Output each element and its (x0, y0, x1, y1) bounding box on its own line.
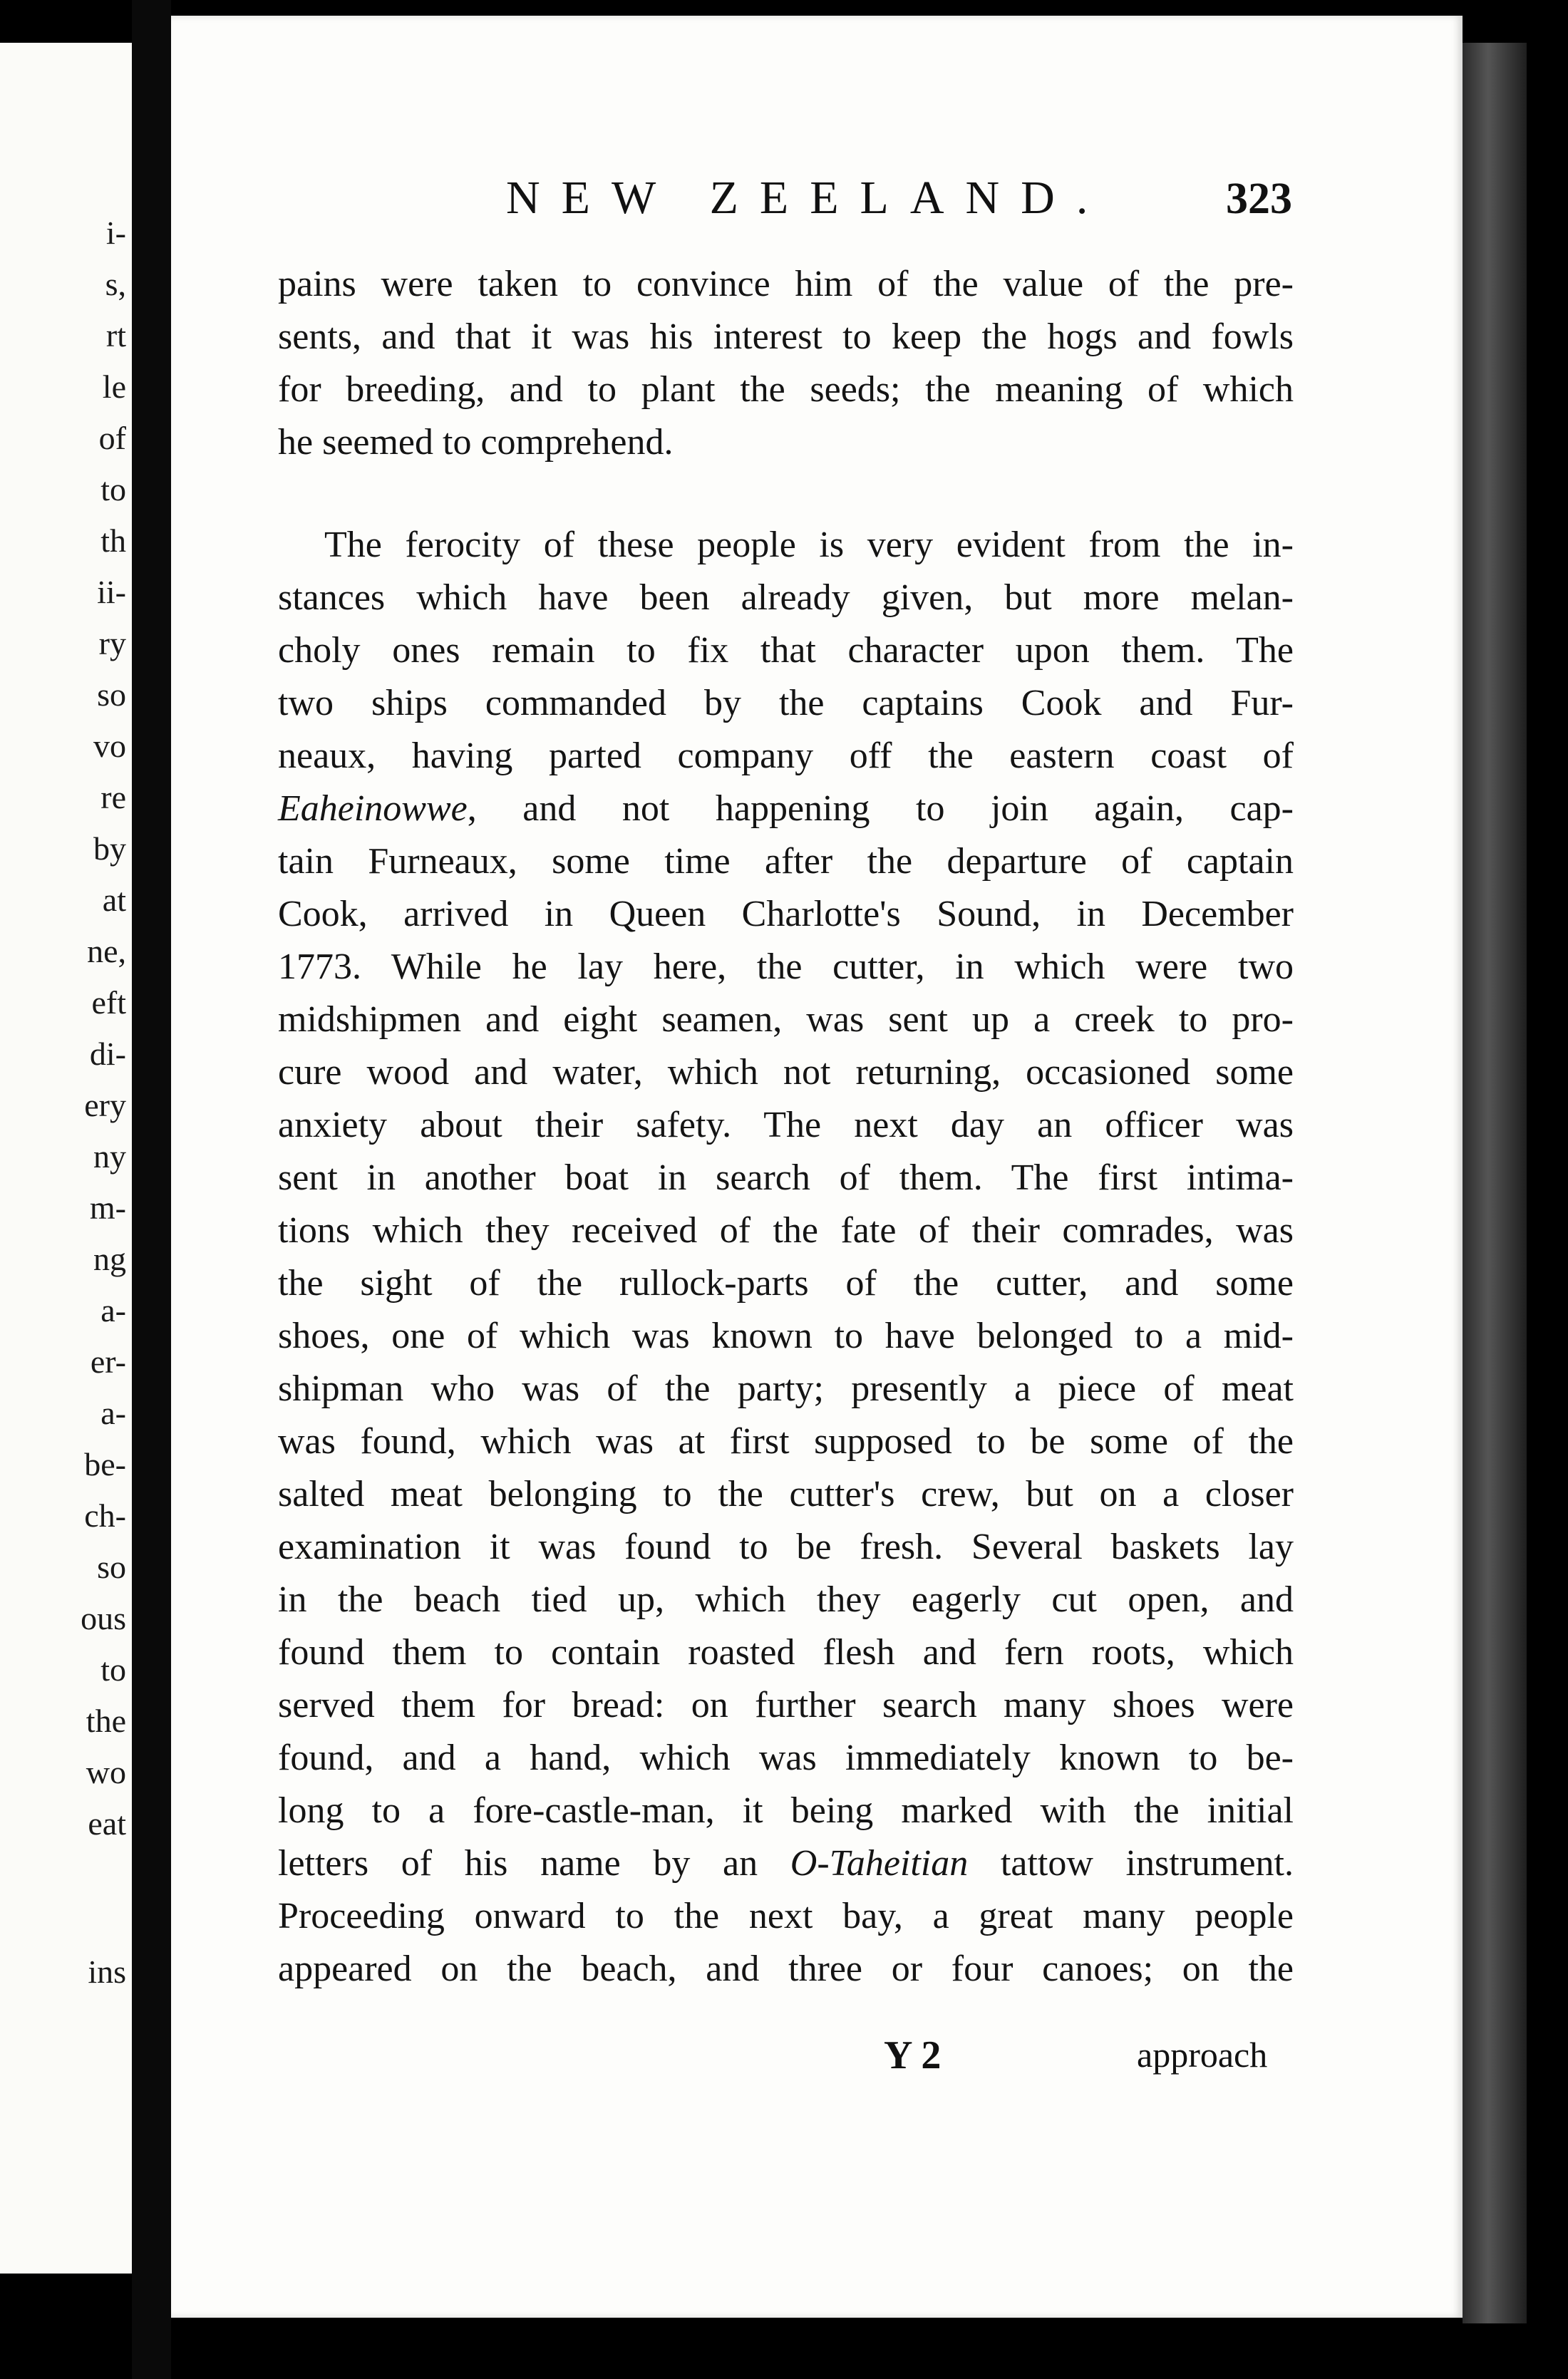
facing-page-fragment: of (98, 420, 126, 456)
book-gutter (132, 0, 171, 2379)
facing-page-edge (0, 43, 132, 2274)
page-number: 323 (1226, 175, 1292, 223)
facing-page-fragment: so (97, 1549, 126, 1585)
facing-page-fragment: to (100, 1651, 126, 1688)
book-page (171, 16, 1463, 2318)
text-line: he seemed to comprehend. (278, 422, 674, 463)
facing-page-fragment: ous (81, 1600, 126, 1636)
text-line: the sight of the rullock-parts of the cutter, and some (278, 1263, 1294, 1304)
facing-page-fragment: ii- (97, 574, 126, 610)
facing-page-fragment: wo (86, 1754, 126, 1790)
facing-page-fragment: by (93, 830, 126, 867)
facing-page-fragment: s, (105, 266, 126, 302)
text-line: two ships commanded by the captains Cook and Fur- (278, 683, 1294, 723)
facing-page-fragment: ry (98, 625, 126, 661)
running-head (171, 171, 1463, 235)
text-line: long to a fore-castle-man, it being marked with the initial (278, 1790, 1294, 1831)
facing-page-fragment: the (86, 1703, 126, 1739)
text-line: pains were taken to convince him of the value of the pre- (278, 264, 1294, 304)
text-line: in the beach tied up, which they eagerly cut open, and (278, 1579, 1294, 1620)
facing-page-fragment: vo (93, 728, 126, 764)
text-line: tain Furneaux, some time after the departure of captain (278, 841, 1294, 882)
facing-page-fragment: ny (93, 1138, 126, 1175)
paragraph-2 (278, 519, 1294, 1996)
facing-page-fragment: m- (89, 1190, 126, 1226)
facing-page-fragment: re (100, 779, 126, 815)
facing-page-fragment: eft (91, 984, 126, 1021)
page-edge-shadow (1463, 43, 1527, 2323)
facing-page-fragment: er- (90, 1343, 126, 1380)
text-line: 1773. While he lay here, the cutter, in which were two (278, 946, 1294, 987)
facing-page-fragment: ne, (87, 933, 126, 969)
facing-page-fragment: so (97, 676, 126, 713)
facing-page-fragment: eat (88, 1805, 126, 1842)
text-line: found them to contain roasted flesh and fern roots, which (278, 1632, 1294, 1673)
facing-page-fragment: i- (105, 215, 126, 251)
text-line: served them for bread: on further search many shoes were (278, 1685, 1294, 1725)
facing-page-fragment: di- (89, 1036, 126, 1072)
text-line: cure wood and water, which not returning, occasioned some (278, 1052, 1294, 1093)
facing-page-fragment: ng (93, 1241, 126, 1277)
text-line: found, and a hand, which was immediately known to be- (278, 1738, 1294, 1778)
text-line: Cook, arrived in Queen Charlotte's Sound, in December (278, 894, 1294, 934)
facing-page-fragment: be- (84, 1446, 126, 1482)
text-line: was found, which was at first supposed to be some of the (278, 1421, 1294, 1462)
facing-page-fragment: at (102, 882, 126, 918)
facing-page-fragment: to (100, 471, 126, 507)
facing-page-fragment: le (102, 368, 126, 405)
text-line: appeared on the beach, and three or four canoes; on the (278, 1949, 1294, 1989)
body-text (278, 258, 1294, 1996)
text-line: Eaheinowwe, and not happening to join again, cap- (278, 788, 1294, 829)
facing-page-fragment: ery (84, 1087, 126, 1123)
text-line: examination it was found to be fresh. Several baskets lay (278, 1527, 1294, 1567)
text-line: shoes, one of which was known to have belonged to a mid- (278, 1316, 1294, 1356)
text-line: The ferocity of these people is very evident from the in- (324, 525, 1294, 565)
text-line: neaux, having parted company off the eastern coast of (278, 736, 1294, 776)
facing-page-fragment: a- (100, 1292, 126, 1328)
text-line: stances which have been already given, but more melan- (278, 577, 1294, 618)
text-line: letters of his name by an O-Taheitian tattow instrument. (278, 1843, 1294, 1884)
text-line: salted meat belonging to the cutter's crew, but on a closer (278, 1474, 1294, 1514)
text-line: sents, and that it was his interest to keep the hogs and fowls (278, 316, 1294, 357)
text-line: sent in another boat in search of them. The first intima- (278, 1157, 1294, 1198)
catchword: approach (1137, 2035, 1268, 2075)
text-line: shipman who was of the party; presently a piece of meat (278, 1368, 1294, 1409)
text-line: for breeding, and to plant the seeds; the meaning of which (278, 369, 1294, 410)
facing-page-fragment: th (100, 522, 126, 559)
text-line: anxiety about their safety. The next day an officer was (278, 1105, 1294, 1145)
facing-page-fragment: ins (88, 1954, 126, 1990)
signature-mark: Y 2 (884, 2033, 942, 2078)
text-line: choly ones remain to fix that character upon them. The (278, 630, 1294, 671)
running-title: NEW ZEELAND. (506, 172, 1110, 224)
facing-page-fragment: rt (105, 317, 126, 354)
text-line: tions which they received of the fate of their comrades, was (278, 1210, 1294, 1251)
text-line: Proceeding onward to the next bay, a great many people (278, 1896, 1294, 1936)
paragraph-1 (278, 258, 1294, 469)
facing-page-fragment: a- (100, 1395, 126, 1431)
facing-page-fragment: ch- (84, 1497, 126, 1534)
text-line: midshipmen and eight seamen, was sent up a creek to pro- (278, 999, 1294, 1040)
